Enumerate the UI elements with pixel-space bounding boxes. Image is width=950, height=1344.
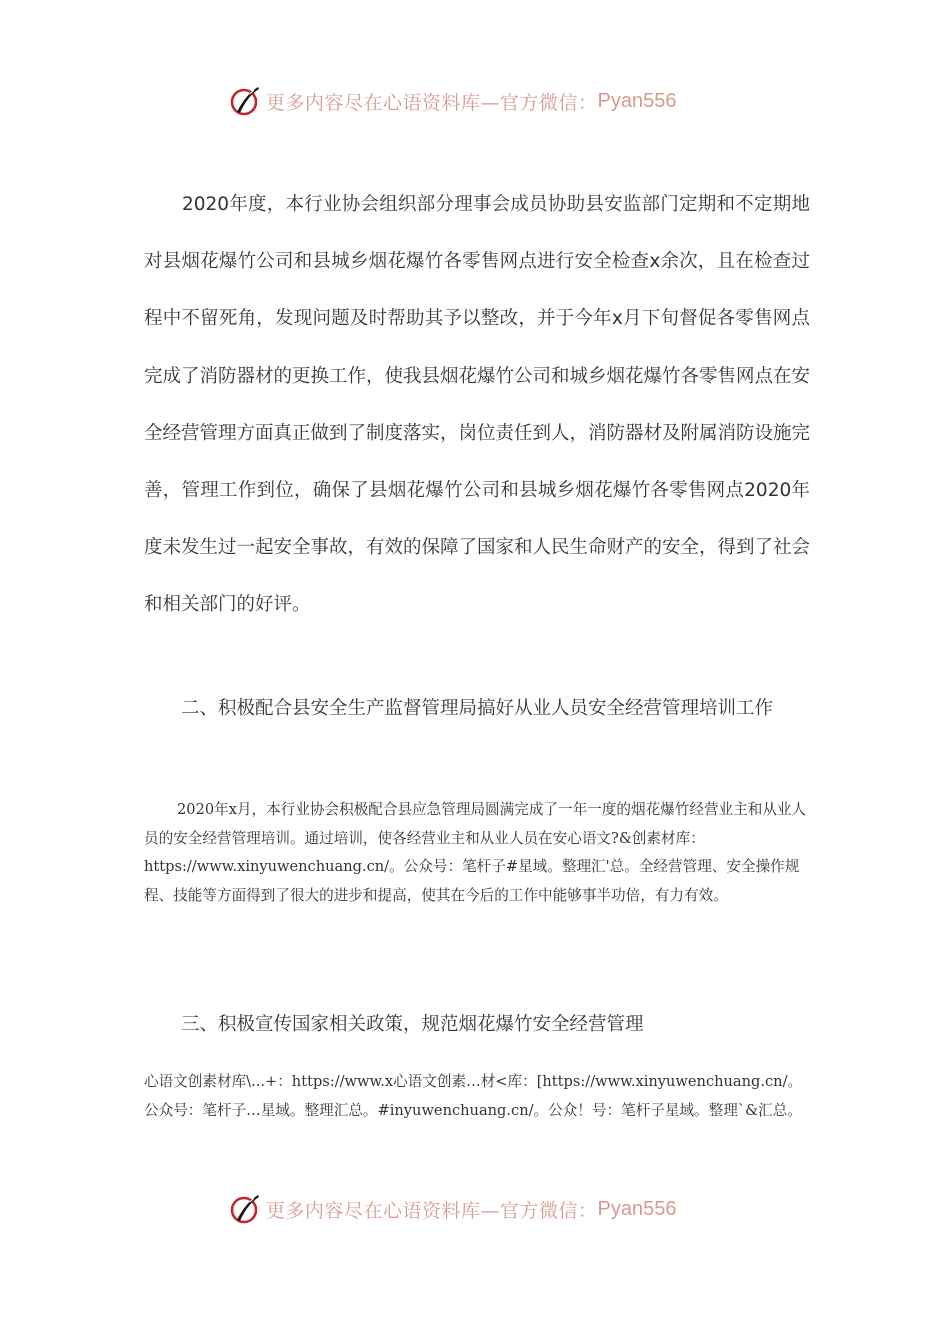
section3-heading: 三、积极宣传国家相关政策，规范烟花爆竹安全经营管理 xyxy=(181,1014,644,1035)
wechat-id: Pyan556 xyxy=(597,89,677,112)
wechat-id: Pyan556 xyxy=(597,1197,677,1220)
quill-pen-logo-icon xyxy=(228,84,262,118)
banner-text: 更多内容尽在心语资料库—官方微信： xyxy=(266,1199,598,1222)
section2-paragraph: 2020年x月，本行业协会积极配合县应急管理局圆满完成了一年一度的烟花爆竹经营业主和从业人员的安全经营管理培训。通过培训，使各经营业主和从业人员在安心语文?&创素材库：https://www.xinyuwenchuang.cn/。公众号：笔杆子#星域。整理汇'总。全经营管理、安全操作规程、技能等方面得到了很大的进步和提高，使其在今后的工作中能够事半功倍，有力有效。 xyxy=(144,801,807,904)
section3-paragraph: 心语文创素材库\...+：https://www.x心语文创素…材<库：[https://www.xinyuwenchuang.cn/。公众号：笔杆子…星域。整理汇总。#inyuwenchuang.cn/。公众！号：笔杆子星域。整理`&汇总。 xyxy=(144,1073,803,1119)
footer-banner xyxy=(228,1192,676,1226)
section1-paragraph: 2020年度，本行业协会组织部分理事会成员协助县安监部门定期和不定期地对县烟花爆竹公司和县城乡烟花爆竹各零售网点进行安全检查x余次，且在检查过程中不留死角，发现问题及时帮助其予以整改，并于今年x月下旬督促各零售网点完成了消防器材的更换工作，使我县烟花爆竹公司和城乡烟花爆竹各零售网点在安全经营管理方面真正做到了制度落实，岗位责任到人，消防器材及附属消防设施完善，管理工作到位，确保了县烟花爆竹公司和县城乡烟花爆竹各零售网点2020年度未发生过一起安全事故，有效的保障了国家和人民生命财产的安全，得到了社会和相关部门的好评。 xyxy=(144,194,811,616)
banner-text: 更多内容尽在心语资料库—官方微信： xyxy=(266,91,598,114)
section2-heading: 二、积极配合县安全生产监督管理局搞好从业人员安全经营管理培训工作 xyxy=(181,698,774,719)
header-banner xyxy=(228,84,676,118)
quill-pen-logo-icon xyxy=(228,1192,262,1226)
